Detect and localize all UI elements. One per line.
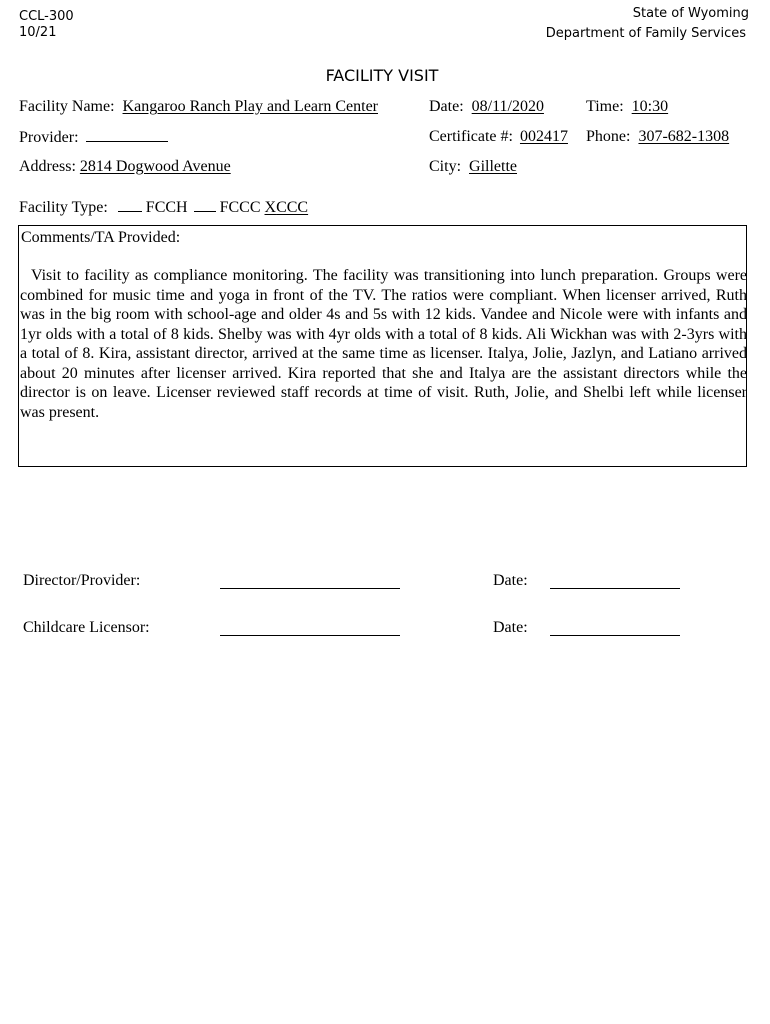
- phone-field: [586, 127, 729, 147]
- phone-value: 307-682-1308: [638, 128, 730, 145]
- certificate-field: [429, 127, 568, 147]
- provider-field: [19, 127, 168, 148]
- fccc-checkbox-blank: [194, 197, 216, 212]
- form-code-block: [19, 9, 74, 41]
- provider-label: Provider:: [19, 129, 79, 146]
- facility-type-field: [19, 197, 308, 218]
- visit-date-label: Date:: [429, 98, 464, 115]
- visit-time-field: [586, 97, 668, 117]
- facility-name-value: Kangaroo Ranch Play and Learn Center: [122, 98, 378, 115]
- licensor-signature-label: Childcare Licensor:: [23, 619, 150, 636]
- phone-label: Phone:: [586, 128, 631, 145]
- director-date-label: Date:: [493, 572, 528, 589]
- certificate-label: Certificate #:: [429, 128, 513, 145]
- licensor-date-line: [550, 635, 680, 636]
- comments-box: [18, 225, 747, 467]
- fcch-checkbox-blank: [118, 197, 142, 212]
- address-label: Address:: [19, 158, 76, 175]
- provider-blank: [86, 127, 168, 142]
- address-field: [19, 157, 231, 177]
- address-value: 2814 Dogwood Avenue: [79, 158, 231, 175]
- director-signature-line: [220, 588, 400, 589]
- state-name: State of Wyoming: [632, 6, 749, 21]
- ccc-option-label: CCC: [276, 199, 309, 216]
- facility-type-label: Facility Type:: [19, 199, 108, 216]
- director-date-line: [550, 588, 680, 589]
- form-code: CCL-300: [19, 9, 74, 24]
- visit-time-label: Time:: [586, 98, 624, 115]
- licensor-signature-line: [220, 635, 400, 636]
- visit-date-value: 08/11/2020: [471, 98, 544, 115]
- city-field: [429, 157, 517, 177]
- department-name: Department of Family Services: [545, 26, 746, 41]
- licensor-date-label: Date:: [493, 619, 528, 636]
- certificate-value: 002417: [519, 128, 568, 145]
- ccc-checkbox-mark: X: [264, 199, 277, 216]
- comments-label: Comments/TA Provided:: [21, 229, 181, 246]
- comments-text: Visit to facility as compliance monitoring. The facility was transitioning into lunch preparation. Groups were combined for music time and yoga in front of the TV. The ratios were compliant. When licenser arrived, Ruth was in the big room with school-age and older 4s and 5s with 12 kids. Vandee and Nicole were with infants and 1yr olds with a total of 8 kids. Shelby was with 4yr olds with a total of 8 kids. Ali Wickhan was with 2-3yrs with a total of 8. Kira, assistant director, arrived at the same time as licenser. Italya, Jolie, Jazlyn, and Latiano arrived about 20 minutes after licenser arrived. Kira reported that she and Italya are the assistant directors while the director is on leave. Licenser reviewed staff records at time of visit. Ruth, Jolie, and Shelbi left while licenser was present.: [20, 267, 747, 421]
- visit-time-value: 10:30: [631, 98, 669, 115]
- city-label: City:: [429, 158, 462, 175]
- fccc-option-label: FCCC: [219, 199, 261, 216]
- facility-name-label: Facility Name:: [19, 98, 115, 115]
- fcch-option-label: FCCH: [145, 199, 188, 216]
- director-signature-label: Director/Provider:: [23, 572, 141, 589]
- facility-name-field: [19, 97, 378, 117]
- visit-date-field: [429, 97, 544, 117]
- city-value: Gillette: [469, 158, 517, 175]
- form-title: FACILITY VISIT: [325, 66, 439, 85]
- form-revision-date: 10/21: [19, 25, 57, 40]
